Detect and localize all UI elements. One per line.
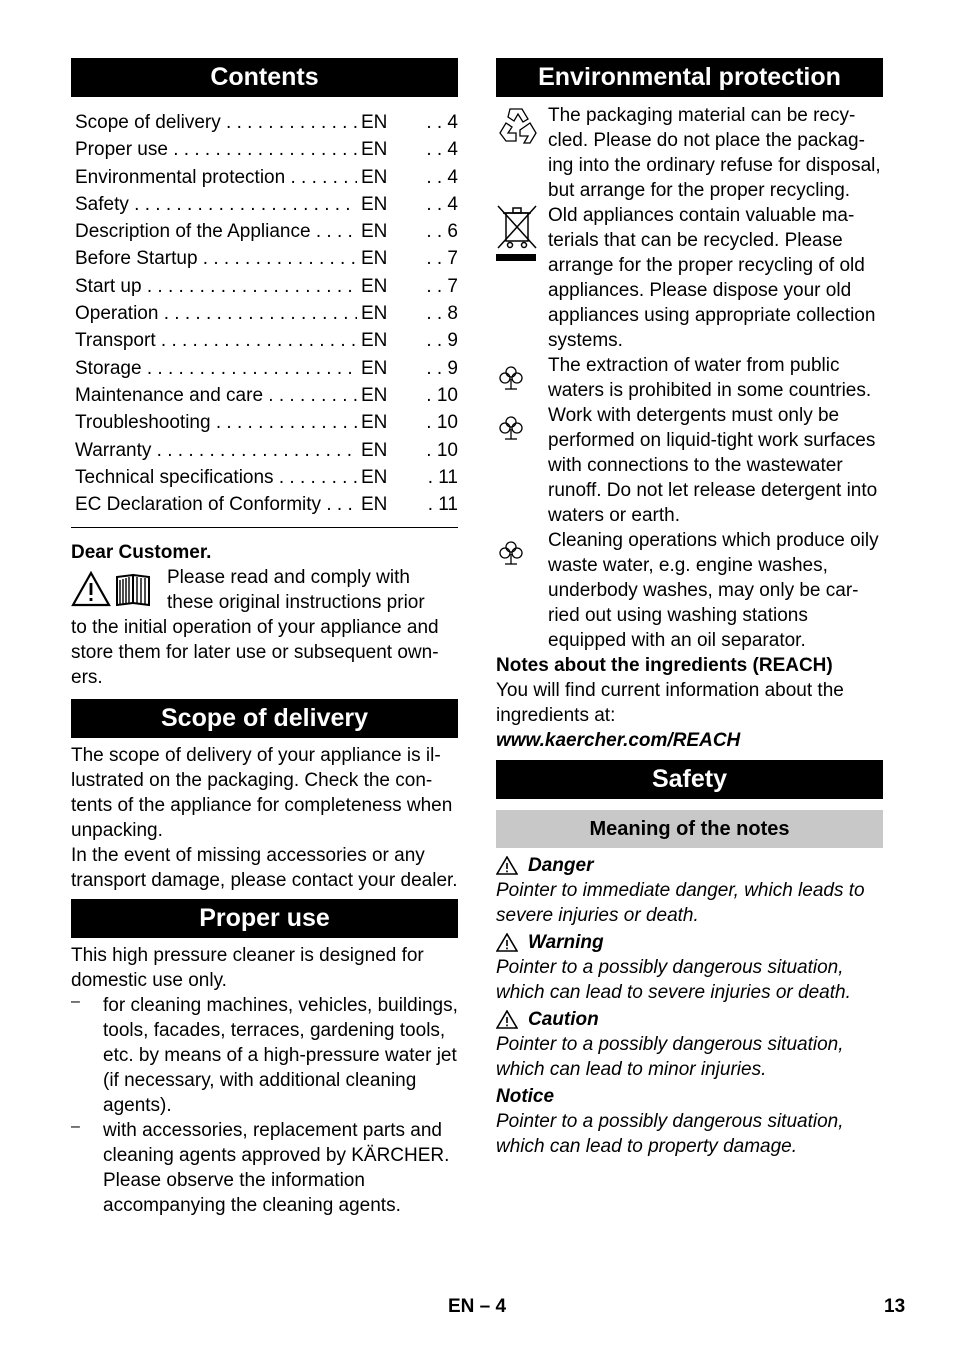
contents-heading: Contents bbox=[71, 58, 458, 97]
toc-page: . 11 bbox=[427, 494, 458, 516]
toc-lang: EN bbox=[361, 412, 388, 434]
list-item bbox=[71, 993, 458, 1118]
toc-page: . . 7 bbox=[426, 275, 458, 297]
toc-lang: EN bbox=[361, 384, 388, 406]
toc-page: . 11 bbox=[427, 466, 458, 488]
toc-page: . . 4 bbox=[426, 112, 458, 133]
note-label: Warning bbox=[528, 932, 604, 953]
toc-title: Storage . . . bbox=[75, 355, 357, 382]
note-text: Pointer to a possibly dangerous situation, which can lead to severe injuries or death. bbox=[496, 957, 851, 1003]
toc-title: Maintenance and care . . . bbox=[75, 382, 357, 409]
dear-text-line: these original instructions prior bbox=[167, 592, 425, 614]
toc-title: Warranty . . . bbox=[75, 437, 357, 464]
dear-text: to the initial operation of your appliance and store them for later use or subsequent owners. bbox=[71, 617, 439, 689]
toc-title: Description of the Appliance . . . bbox=[75, 218, 357, 245]
toc-title: Before Startup . . . bbox=[75, 245, 357, 272]
toc-page: . 10 bbox=[426, 384, 458, 406]
note-label: Caution bbox=[528, 1009, 599, 1030]
proper-use-intro: This high pressure cleaner is designed for domestic use only. bbox=[71, 945, 424, 992]
toc-row[interactable] bbox=[71, 491, 458, 518]
env-item bbox=[496, 403, 883, 528]
toc-page: . . 4 bbox=[426, 139, 458, 161]
toc-page: . . 6 bbox=[426, 221, 458, 243]
toc-lang: EN bbox=[361, 494, 388, 516]
toc-row[interactable] bbox=[71, 273, 458, 300]
note-heading-warning bbox=[496, 930, 883, 955]
toc-row[interactable] bbox=[71, 109, 458, 136]
env-item-text: Old appliances contain valuable materials that can be recycled. Please arrange for the proper recycling of old appliances. Please dispose your old appliances using appropriate collection systems. bbox=[548, 205, 876, 351]
note-text: Pointer to a possibly dangerous situation, which can lead to property damage. bbox=[496, 1111, 844, 1157]
environment-icon bbox=[496, 528, 548, 653]
reach-text: You will find current information about the ingredients at: bbox=[496, 680, 844, 726]
table-of-contents bbox=[71, 109, 458, 518]
note-label: Notice bbox=[496, 1086, 555, 1107]
note-text: Pointer to immediate danger, which leads to severe injuries or death. bbox=[496, 880, 865, 926]
toc-title: Scope of delivery . . . bbox=[75, 109, 357, 136]
toc-title: Safety . . . bbox=[75, 191, 357, 218]
footer-section-label: EN – 4 bbox=[448, 1296, 507, 1317]
warning-icon bbox=[496, 933, 518, 952]
dear-customer-heading: Dear Customer. bbox=[71, 542, 212, 564]
note-label: Danger bbox=[528, 855, 594, 876]
meaning-of-notes-heading: Meaning of the notes bbox=[496, 810, 883, 848]
toc-title: Operation . . . bbox=[75, 300, 357, 327]
toc-lang: EN bbox=[361, 303, 388, 325]
toc-row[interactable] bbox=[71, 218, 458, 245]
list-item-text: with accessories, replacement parts and cleaning agents approved by KÄRCHER. Please observe the information accompanying the cleaning agents. bbox=[103, 1120, 450, 1217]
toc-row[interactable] bbox=[71, 245, 458, 272]
toc-page: . . 9 bbox=[426, 330, 458, 352]
toc-page: . . 7 bbox=[426, 248, 458, 270]
scope-heading: Scope of delivery bbox=[71, 699, 458, 738]
right-column bbox=[496, 58, 883, 1159]
dash-bullet: – bbox=[71, 1118, 80, 1136]
toc-lang: EN bbox=[361, 248, 388, 270]
environment-icon bbox=[496, 353, 548, 403]
toc-title: Transport . . . bbox=[75, 327, 357, 354]
toc-lang: EN bbox=[361, 439, 388, 461]
list-item-text: for cleaning machines, vehicles, buildings, tools, facades, terraces, gardening tools, etc. by means of a high-pressure water jet (if necessary, with additional cleaning agents). bbox=[103, 995, 458, 1117]
toc-row[interactable] bbox=[71, 164, 458, 191]
toc-lang: EN bbox=[361, 139, 388, 161]
note-text: Pointer to a possibly dangerous situation, which can lead to minor injuries. bbox=[496, 1034, 844, 1080]
read-instructions-icon bbox=[71, 565, 167, 615]
toc-title: Troubleshooting . . . bbox=[75, 409, 357, 436]
toc-row[interactable] bbox=[71, 409, 458, 436]
toc-lang: EN bbox=[361, 275, 388, 297]
toc-row[interactable] bbox=[71, 327, 458, 354]
toc-page: . . 9 bbox=[426, 357, 458, 379]
env-item-text: The extraction of water from public waters is prohibited in some countries. bbox=[548, 355, 872, 401]
dear-text-line: Please read and comply with bbox=[167, 567, 410, 589]
toc-lang: EN bbox=[361, 357, 388, 379]
toc-lang: EN bbox=[361, 166, 388, 188]
toc-lang: EN bbox=[361, 112, 388, 133]
toc-lang: EN bbox=[361, 330, 388, 352]
proper-use-heading: Proper use bbox=[71, 899, 458, 938]
list-item bbox=[71, 1118, 458, 1218]
toc-row[interactable] bbox=[71, 464, 458, 491]
toc-row[interactable] bbox=[71, 355, 458, 382]
toc-title: Proper use . . . bbox=[75, 136, 357, 163]
note-heading-danger bbox=[496, 853, 883, 878]
crossed-bin-icon bbox=[496, 203, 548, 353]
env-item bbox=[496, 203, 883, 353]
toc-page: . . 8 bbox=[426, 303, 458, 325]
dash-bullet: – bbox=[71, 993, 80, 1011]
toc-row[interactable] bbox=[71, 191, 458, 218]
toc-row[interactable] bbox=[71, 437, 458, 464]
toc-lang: EN bbox=[361, 193, 388, 215]
toc-page: . . 4 bbox=[426, 166, 458, 188]
page-number: 13 bbox=[884, 1296, 906, 1317]
divider bbox=[71, 527, 458, 528]
toc-title: Start up . . . bbox=[75, 273, 357, 300]
scope-paragraph: The scope of delivery of your appliance is illustrated on the packaging. Check the contents of the appliance for completeness when unpacking. bbox=[71, 745, 453, 842]
toc-title: Environmental protection . . . bbox=[75, 164, 357, 191]
toc-row[interactable] bbox=[71, 300, 458, 327]
toc-page: . 10 bbox=[426, 412, 458, 434]
environment-icon bbox=[496, 403, 548, 528]
toc-page: . 10 bbox=[426, 439, 458, 461]
toc-page: . . 4 bbox=[426, 193, 458, 215]
note-heading-notice bbox=[496, 1084, 883, 1109]
dear-customer-intro bbox=[71, 565, 458, 615]
toc-row[interactable] bbox=[71, 382, 458, 409]
warning-icon bbox=[496, 1010, 518, 1029]
toc-row[interactable] bbox=[71, 136, 458, 163]
reach-link[interactable]: www.kaercher.com/REACH bbox=[496, 730, 741, 751]
toc-title: Technical specifications . . . bbox=[75, 464, 357, 491]
env-item-text: The packaging material can be recycled. Please do not place the packaging into the ordinary refuse for disposal, but arrange for the proper recycling. bbox=[548, 105, 881, 201]
env-item bbox=[496, 103, 883, 203]
warning-icon bbox=[496, 856, 518, 875]
reach-heading: Notes about the ingredients (REACH) bbox=[496, 655, 833, 676]
env-item bbox=[496, 528, 883, 653]
environmental-protection-heading: Environmental protection bbox=[496, 58, 883, 97]
env-item-text: Work with detergents must only be performed on liquid-tight work surfaces with connections to the wastewater runoff. Do not let release detergent into waters or earth. bbox=[548, 405, 878, 526]
note-heading-caution bbox=[496, 1007, 883, 1032]
toc-lang: EN bbox=[361, 466, 388, 488]
safety-heading: Safety bbox=[496, 760, 883, 799]
left-column bbox=[71, 58, 458, 1218]
scope-paragraph: In the event of missing accessories or any transport damage, please contact your dealer. bbox=[71, 845, 458, 892]
env-item bbox=[496, 353, 883, 403]
env-item-text: Cleaning operations which produce oily waste water, e.g. engine washes, underbody washes, may only be carried out using washing stations equipped with an oil separator. bbox=[548, 530, 879, 651]
toc-lang: EN bbox=[361, 221, 388, 243]
toc-title: EC Declaration of Conformity . . . bbox=[75, 491, 357, 518]
recycle-icon bbox=[496, 103, 548, 203]
